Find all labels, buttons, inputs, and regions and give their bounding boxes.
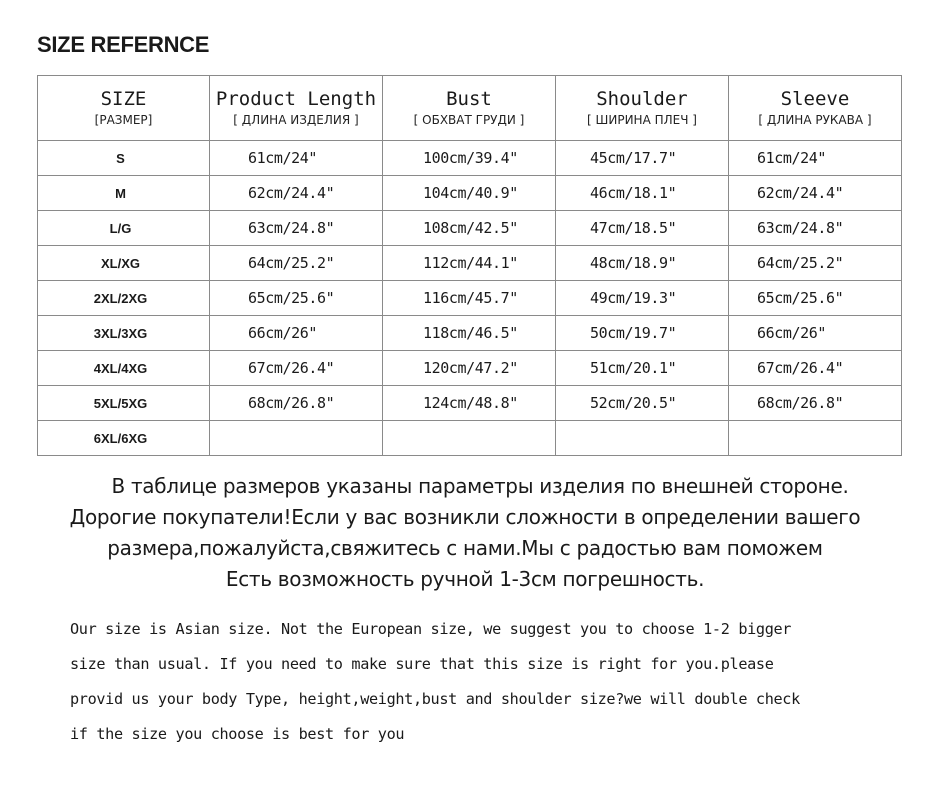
shoulder-cell: 47cm/18.5" xyxy=(556,211,729,246)
length-cell xyxy=(210,421,383,456)
shoulder-cell: 49cm/19.3" xyxy=(556,281,729,316)
sleeve-cell: 68cm/26.8" xyxy=(729,386,902,421)
header-product-length xyxy=(210,76,383,141)
size-cell: 3XL/3XG xyxy=(38,316,210,351)
header-bust-label: Bust xyxy=(446,88,492,110)
length-cell: 62cm/24.4" xyxy=(210,176,383,211)
table-row xyxy=(38,246,902,281)
english-note xyxy=(70,612,920,752)
header-sleeve xyxy=(729,76,902,141)
russian-note-line: Дорогие покупатели!Если у вас возникли сложности в определении вашего xyxy=(69,505,861,529)
table-row xyxy=(38,351,902,386)
size-cell: M xyxy=(38,176,210,211)
table-row xyxy=(38,316,902,351)
sleeve-cell: 62cm/24.4" xyxy=(729,176,902,211)
header-sleeve-sublabel: [ ДЛИНА РУКАВА ] xyxy=(758,113,872,127)
size-cell: 6XL/6XG xyxy=(38,421,210,456)
bust-cell: 112cm/44.1" xyxy=(383,246,556,281)
english-note-line: if the size you choose is best for you xyxy=(70,725,405,743)
header-shoulder xyxy=(556,76,729,141)
russian-note-line: В таблице размеров указаны параметры изделия по внешней стороне. xyxy=(111,474,849,498)
bust-cell xyxy=(383,421,556,456)
size-cell: 2XL/2XG xyxy=(38,281,210,316)
header-shoulder-sublabel: [ ШИРИНА ПЛЕЧ ] xyxy=(587,113,697,127)
bust-cell: 116cm/45.7" xyxy=(383,281,556,316)
size-cell: L/G xyxy=(38,211,210,246)
english-note-line: provid us your body Type, height,weight,bust and shoulder size?we will double check xyxy=(70,690,800,708)
length-cell: 61cm/24" xyxy=(210,141,383,176)
english-note-line: size than usual. If you need to make sure that this size is right for you.please xyxy=(70,655,774,673)
russian-note-line: размера,пожалуйста,свяжитесь с нами.Мы с радостью вам поможем xyxy=(107,536,823,560)
shoulder-cell: 52cm/20.5" xyxy=(556,386,729,421)
header-bust xyxy=(383,76,556,141)
bust-cell: 124cm/48.8" xyxy=(383,386,556,421)
length-cell: 66cm/26" xyxy=(210,316,383,351)
english-note-line: Our size is Asian size. Not the European size, we suggest you to choose 1-2 bigger xyxy=(70,620,792,638)
table-row xyxy=(38,141,902,176)
sleeve-cell: 63cm/24.8" xyxy=(729,211,902,246)
shoulder-cell: 48cm/18.9" xyxy=(556,246,729,281)
bust-cell: 120cm/47.2" xyxy=(383,351,556,386)
size-cell: 5XL/5XG xyxy=(38,386,210,421)
length-cell: 65cm/25.6" xyxy=(210,281,383,316)
sleeve-cell: 66cm/26" xyxy=(729,316,902,351)
table-row xyxy=(38,281,902,316)
size-cell: 4XL/4XG xyxy=(38,351,210,386)
sleeve-cell: 61cm/24" xyxy=(729,141,902,176)
bust-cell: 108cm/42.5" xyxy=(383,211,556,246)
sleeve-cell: 65cm/25.6" xyxy=(729,281,902,316)
bust-cell: 104cm/40.9" xyxy=(383,176,556,211)
header-size-sublabel: [РАЗМЕР] xyxy=(94,113,153,127)
russian-note xyxy=(0,471,930,595)
shoulder-cell xyxy=(556,421,729,456)
length-cell: 64cm/25.2" xyxy=(210,246,383,281)
page-title: SIZE REFERNCE xyxy=(37,32,210,57)
shoulder-cell: 46cm/18.1" xyxy=(556,176,729,211)
shoulder-cell: 51cm/20.1" xyxy=(556,351,729,386)
header-bust-sublabel: [ ОБХВАТ ГРУДИ ] xyxy=(413,113,525,127)
size-cell: S xyxy=(38,141,210,176)
header-size xyxy=(38,76,210,141)
bust-cell: 118cm/46.5" xyxy=(383,316,556,351)
table-row xyxy=(38,211,902,246)
table-row xyxy=(38,176,902,211)
russian-note-line: Есть возможность ручной 1-3см погрешность. xyxy=(225,567,705,591)
bust-cell: 100cm/39.4" xyxy=(383,141,556,176)
header-product-length-label: Product Length xyxy=(215,88,377,110)
header-size-label: SIZE xyxy=(100,88,147,110)
sleeve-cell: 64cm/25.2" xyxy=(729,246,902,281)
shoulder-cell: 50cm/19.7" xyxy=(556,316,729,351)
table-header-row xyxy=(38,76,902,141)
sleeve-cell xyxy=(729,421,902,456)
shoulder-cell: 45cm/17.7" xyxy=(556,141,729,176)
header-shoulder-label: Shoulder xyxy=(596,88,688,110)
length-cell: 68cm/26.8" xyxy=(210,386,383,421)
length-cell: 63cm/24.8" xyxy=(210,211,383,246)
table-row xyxy=(38,386,902,421)
header-sleeve-label: Sleeve xyxy=(780,88,850,110)
size-chart-table xyxy=(37,75,902,456)
sleeve-cell: 67cm/26.4" xyxy=(729,351,902,386)
length-cell: 67cm/26.4" xyxy=(210,351,383,386)
table-row xyxy=(38,421,902,456)
header-product-length-sublabel: [ ДЛИНА ИЗДЕЛИЯ ] xyxy=(233,113,359,127)
size-cell: XL/XG xyxy=(38,246,210,281)
